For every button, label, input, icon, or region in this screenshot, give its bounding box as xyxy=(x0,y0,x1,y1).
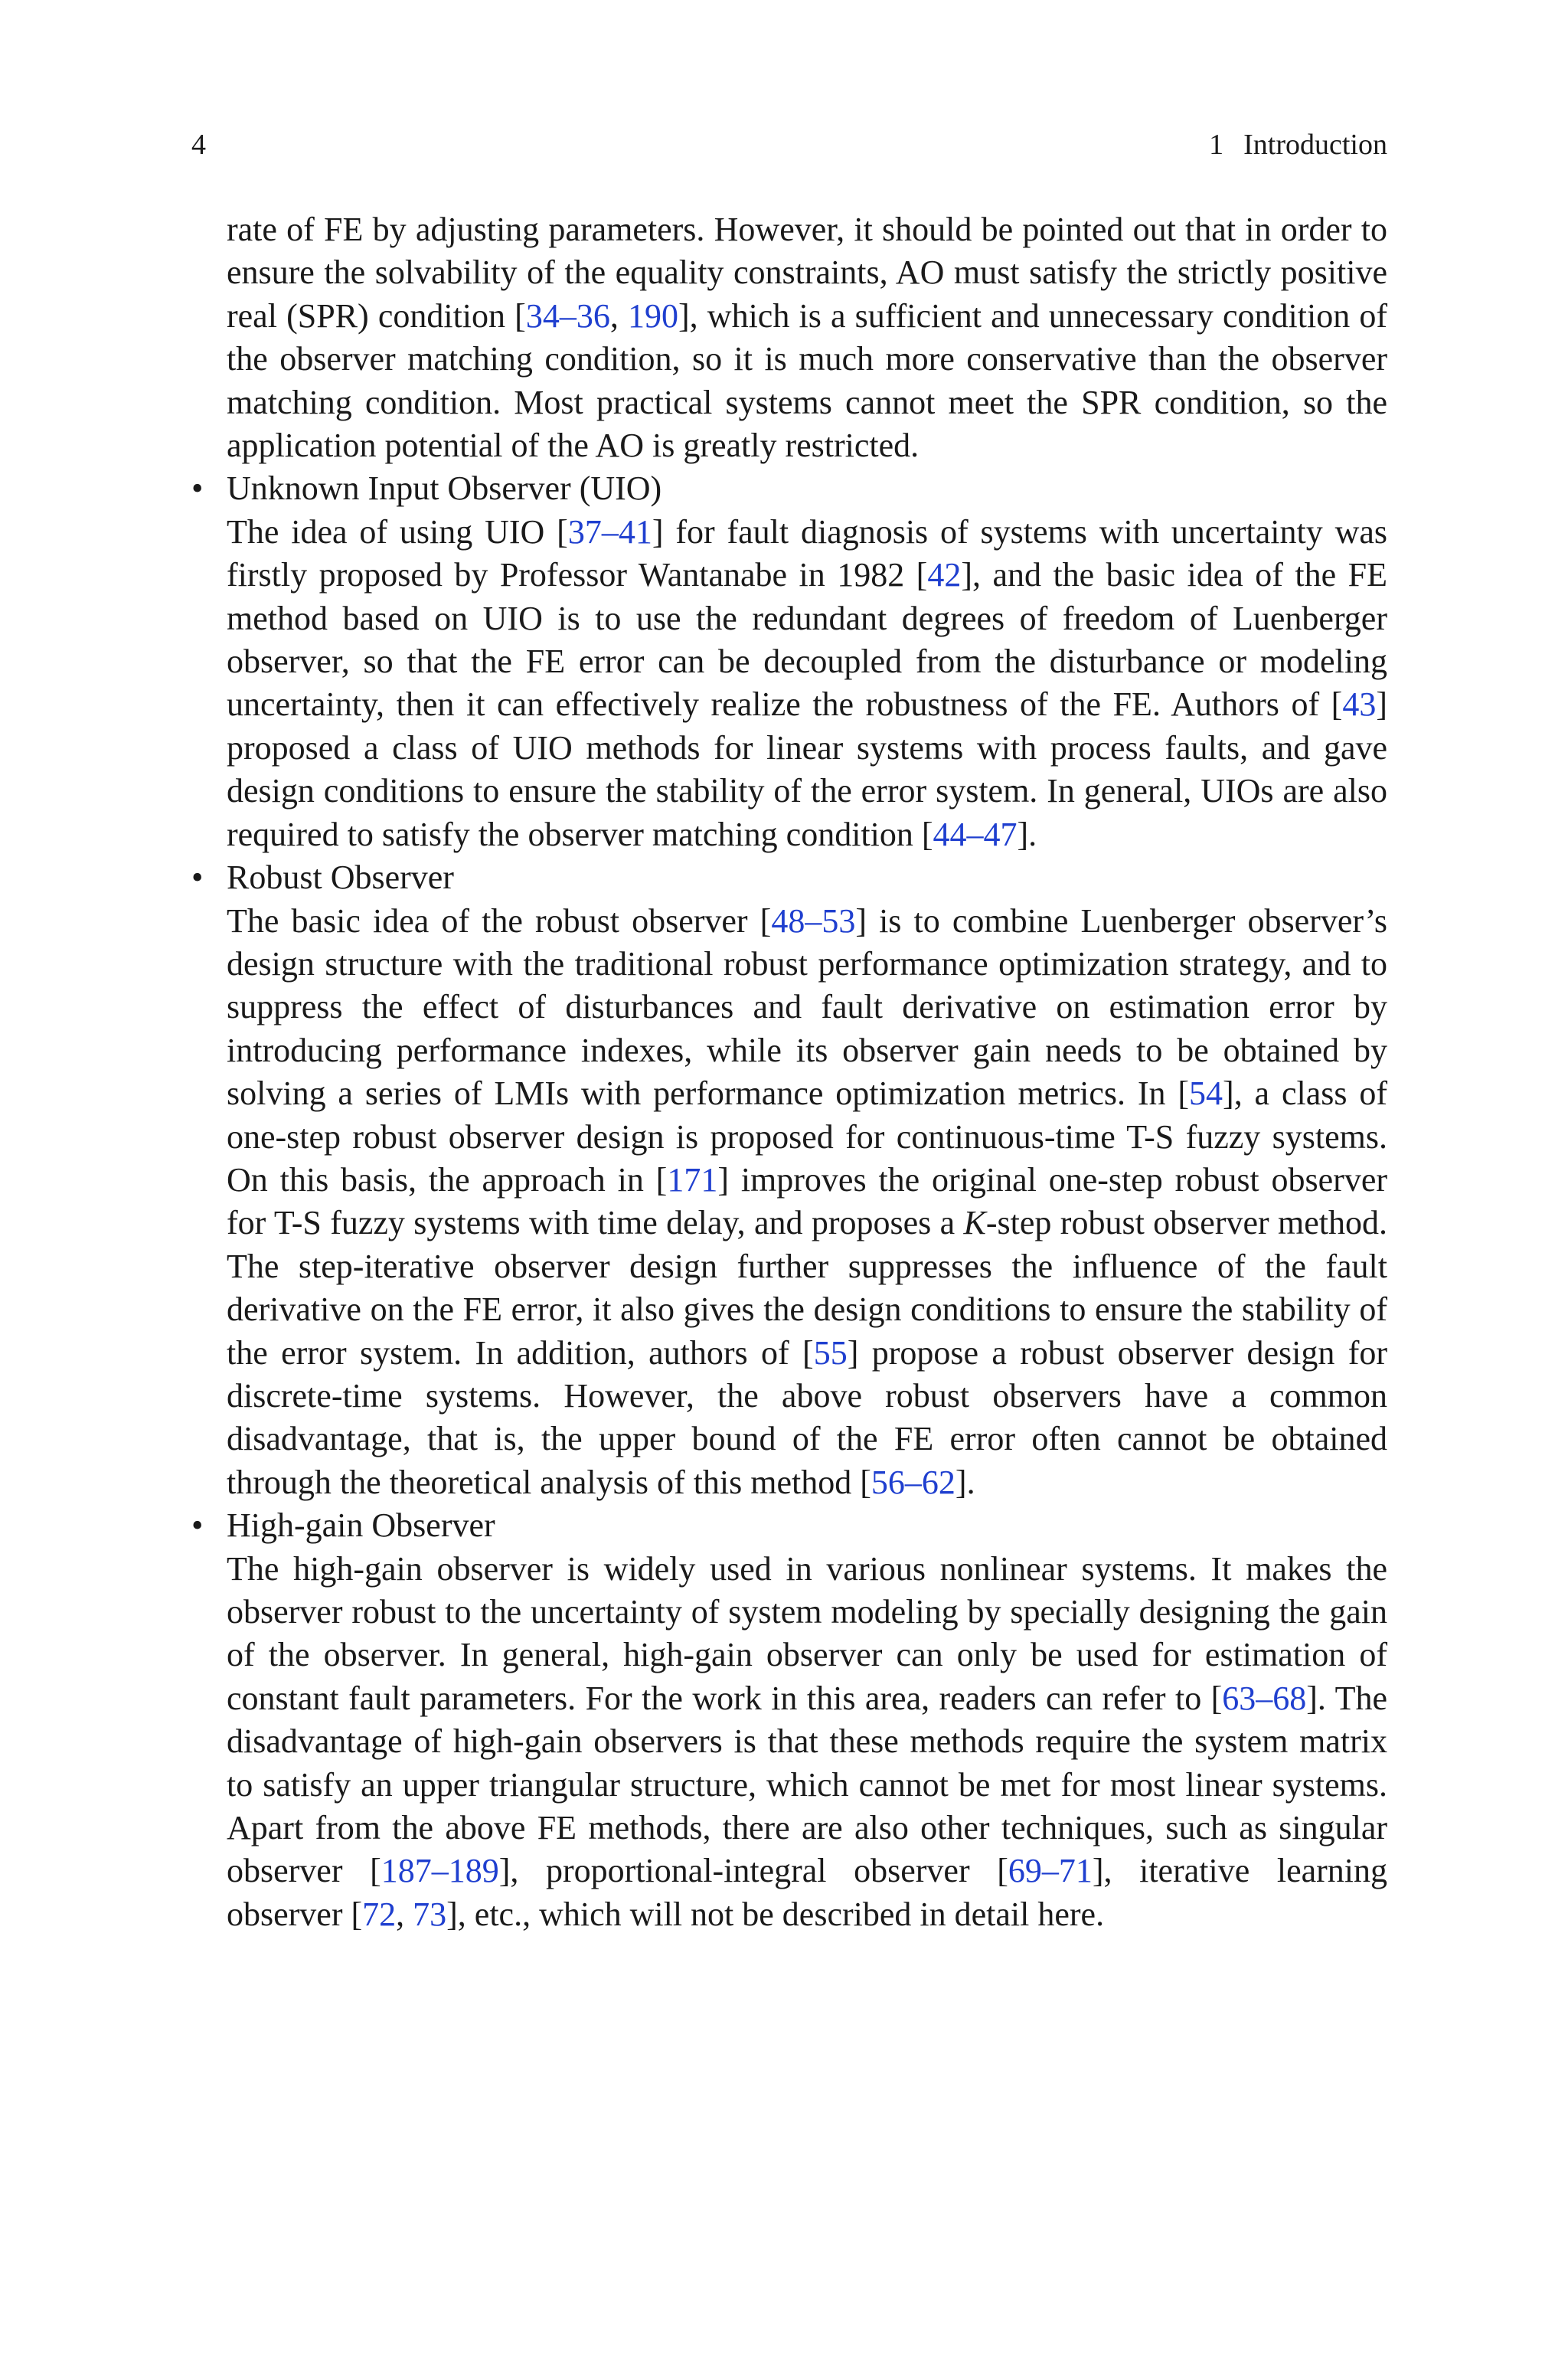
chapter-title: Introduction xyxy=(1243,129,1387,161)
citation-link[interactable]: 54 xyxy=(1189,1075,1223,1113)
bullet-icon: • xyxy=(191,1506,204,1545)
bullet-icon: • xyxy=(191,859,204,897)
citation-link[interactable]: 63–68 xyxy=(1222,1679,1307,1717)
citation-link[interactable]: 44–47 xyxy=(933,815,1018,853)
bullet-icon: • xyxy=(191,469,204,508)
item-title: High-gain Observer xyxy=(227,1506,495,1545)
chapter-number: 1 xyxy=(1209,129,1224,161)
citation-link[interactable]: 187–189 xyxy=(381,1852,499,1890)
item-paragraph: The idea of using UIO [37–41] for fault diagnosis of systems with uncertainty was firstly proposed by Professor Wantanabe in 1982 [42], and the basic idea of the FE method based on UIO is to use the redundant degrees of freedom of Luenberger observer, so that the FE error can be decoupled from the disturbance or modeling uncertainty, then it can effectively realize the robustness of the FE. Authors of [43] proposed a class of UIO methods for linear systems with process faults, and gave design conditions to ensure the stability of the error system. In general, UIOs are also required to satisfy the observer matching condition [44–47]. xyxy=(227,512,1387,853)
citation-link[interactable]: 73 xyxy=(413,1895,447,1933)
citation-link[interactable]: 43 xyxy=(1342,685,1377,724)
item-title: Unknown Input Observer (UIO) xyxy=(227,469,662,508)
item-paragraph: The high-gain observer is widely used in various nonlinear systems. It makes the observer robust to the uncertainty of system modeling by specially designing the gain of the observer. In general, high-gain observer can only be used for estimation of constant fault parameters. For the work in this area, readers can refer to [63–68]. The disadvantage of high-gain observers is that these methods require the system matrix to satisfy an upper triangular structure, which cannot be met for most linear systems. Apart from the above FE methods, there are also other techniques, such as singular observer [187–189], proportional-integral observer [69–71], iterative learning observer [72, 73], etc., which will not be described in detail here. xyxy=(227,1549,1387,1933)
citation-link[interactable]: 42 xyxy=(927,556,962,594)
citation-link[interactable]: 48–53 xyxy=(771,901,856,940)
intro-paragraph: rate of FE by adjusting parameters. However, it should be pointed out that in order to ensure the solvability of the equality constraints, AO must satisfy the strictly positive real (SPR) condition [34–36, 190], which is a sufficient and unnecessary condition of the observer matching condition, so it is much more conservative than the observer matching condition. Most practical systems cannot meet the SPR condition, so the application potential of the AO is greatly restricted. xyxy=(227,211,1388,465)
list-item-high-gain-observer xyxy=(191,1504,1387,1936)
list-item-uio xyxy=(191,467,1387,856)
citation-link[interactable]: 69–71 xyxy=(1008,1852,1093,1890)
citation-link[interactable]: 56–62 xyxy=(871,1463,956,1501)
citation-link[interactable]: 190 xyxy=(628,296,678,335)
citation-link[interactable]: 72 xyxy=(362,1895,397,1933)
item-paragraph: The basic idea of the robust observer [48–53] is to combine Luenberger observer’s design structure with the traditional robust performance optimization strategy, and to suppress the effect of disturbances and fault derivative on estimation error by introducing performance indexes, while its observer gain needs to be obtained by solving a series of LMIs with performance optimization metrics. In [54], a class of one-step robust observer design is proposed for continuous-time T-S fuzzy systems. On this basis, the approach in [171] improves the original one-step robust observer for T-S fuzzy systems with time delay, and proposes a K-step robust observer method. The step-iterative observer design further suppresses the influence of the fault derivative on the FE error, it also gives the design conditions to ensure the stability of the error system. In addition, authors of [55] propose a robust observer design for discrete-time systems. However, the above robust observers have a common disadvantage, that is, the upper bound of the FE error often cannot be obtained through the theoretical analysis of this method [56–62]. xyxy=(227,901,1388,1501)
item-title: Robust Observer xyxy=(227,859,454,897)
body-text xyxy=(191,208,1388,1936)
page-number: 4 xyxy=(191,129,206,161)
citation-link[interactable]: 55 xyxy=(813,1333,848,1372)
citation-link[interactable]: 37–41 xyxy=(567,512,652,551)
math-symbol-k: K xyxy=(963,1204,986,1242)
list-item-robust-observer xyxy=(191,856,1388,1504)
citation-link[interactable]: 171 xyxy=(667,1160,718,1199)
running-head xyxy=(1209,127,1387,162)
citation-link[interactable]: 34–36 xyxy=(525,296,610,335)
